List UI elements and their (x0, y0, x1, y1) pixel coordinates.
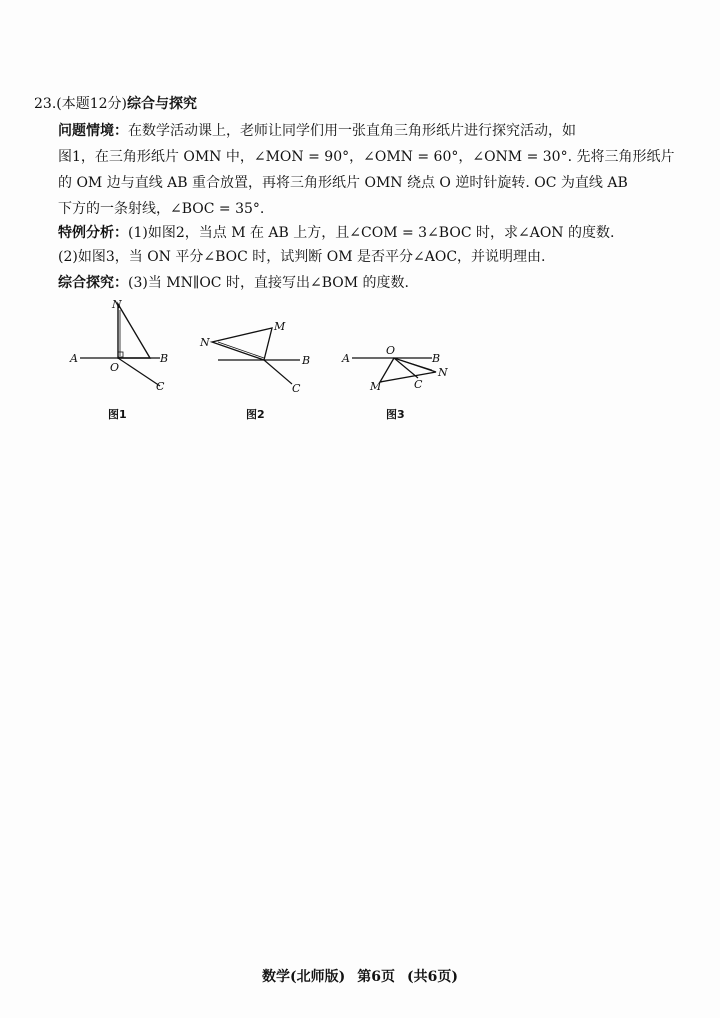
fig1-right-angle (118, 352, 123, 357)
figure-1-caption: 图1 (108, 408, 127, 421)
fig1-label-a: A (70, 352, 78, 365)
problem-text-1: 在数学活动课上，老师让同学们用一张直角三角形纸片进行探究活动，如 (128, 123, 576, 139)
fig3-triangle-edge (394, 358, 432, 370)
page-footer (0, 966, 720, 986)
fig2-label-b: B (302, 354, 311, 367)
problem-line-2: 图1，在三角形纸片 OMN 中，∠MON = 90°，∠OMN = 60°，∠ONM = 30°. 先将三角形纸片 (58, 149, 675, 165)
figure-2-caption: 图2 (246, 408, 265, 421)
footer-total: (共6页) (407, 969, 458, 985)
question-header (34, 94, 197, 114)
explore-line (58, 270, 409, 296)
figures-area (60, 296, 480, 426)
footer-page: 第6页 (357, 969, 395, 985)
special-part-1: (1)如图2，当点 M 在 AB 上方，且∠COM = 3∠BOC 时，求∠AON 的度数. (128, 225, 615, 241)
question-title: 综合与探究 (127, 96, 198, 112)
figure-3 (341, 344, 448, 393)
fig1-label-c: C (156, 380, 165, 393)
special-label: 特例分析： (58, 225, 128, 241)
fig3-label-a: A (342, 352, 350, 365)
problem-line-4: 下方的一条射线，∠BOC = 35°. (58, 201, 265, 217)
question-score: (本题12分) (56, 96, 128, 112)
figure-2 (199, 320, 310, 395)
special-part-2: (2)如图3，当 ON 平分∠BOC 时，试判断 OM 是否平分∠AOC，并说明理由. (58, 249, 546, 265)
fig2-triangle-edge (218, 342, 264, 358)
explore-part-3: (3)当 MN∥OC 时，直接写出∠BOM 的度数. (128, 275, 409, 291)
fig2-ray-oc (264, 360, 292, 384)
question-number: 23. (34, 96, 57, 112)
special-line-1 (58, 220, 614, 246)
fig2-triangle (212, 328, 272, 360)
fig3-label-c: C (414, 378, 423, 391)
problem-line-1 (58, 118, 576, 144)
fig1-ray-oc (118, 358, 160, 386)
figure-3-caption: 图3 (386, 408, 405, 421)
fig3-label-o: O (386, 344, 396, 357)
figure-1 (69, 298, 168, 393)
explore-label: 综合探究： (58, 275, 128, 291)
fig2-label-c: C (292, 382, 301, 395)
fig3-ray-oc (394, 358, 418, 378)
fig2-label-n: N (200, 336, 210, 349)
fig2-label-m: M (274, 320, 286, 333)
fig1-label-o: O (110, 361, 120, 374)
fig1-label-n: N (112, 298, 122, 311)
fig1-triangle (118, 304, 150, 358)
fig3-label-m: M (370, 380, 382, 393)
problem-label: 问题情境： (58, 123, 128, 139)
footer-subject: 数学(北师版) (262, 969, 346, 985)
problem-line-3: 的 OM 边与直线 AB 重合放置，再将三角形纸片 OMN 绕点 O 逆时针旋转. OC 为直线 AB (58, 175, 628, 191)
fig3-label-b: B (432, 352, 441, 365)
fig1-label-b: B (160, 352, 169, 365)
fig3-label-n: N (438, 366, 448, 379)
